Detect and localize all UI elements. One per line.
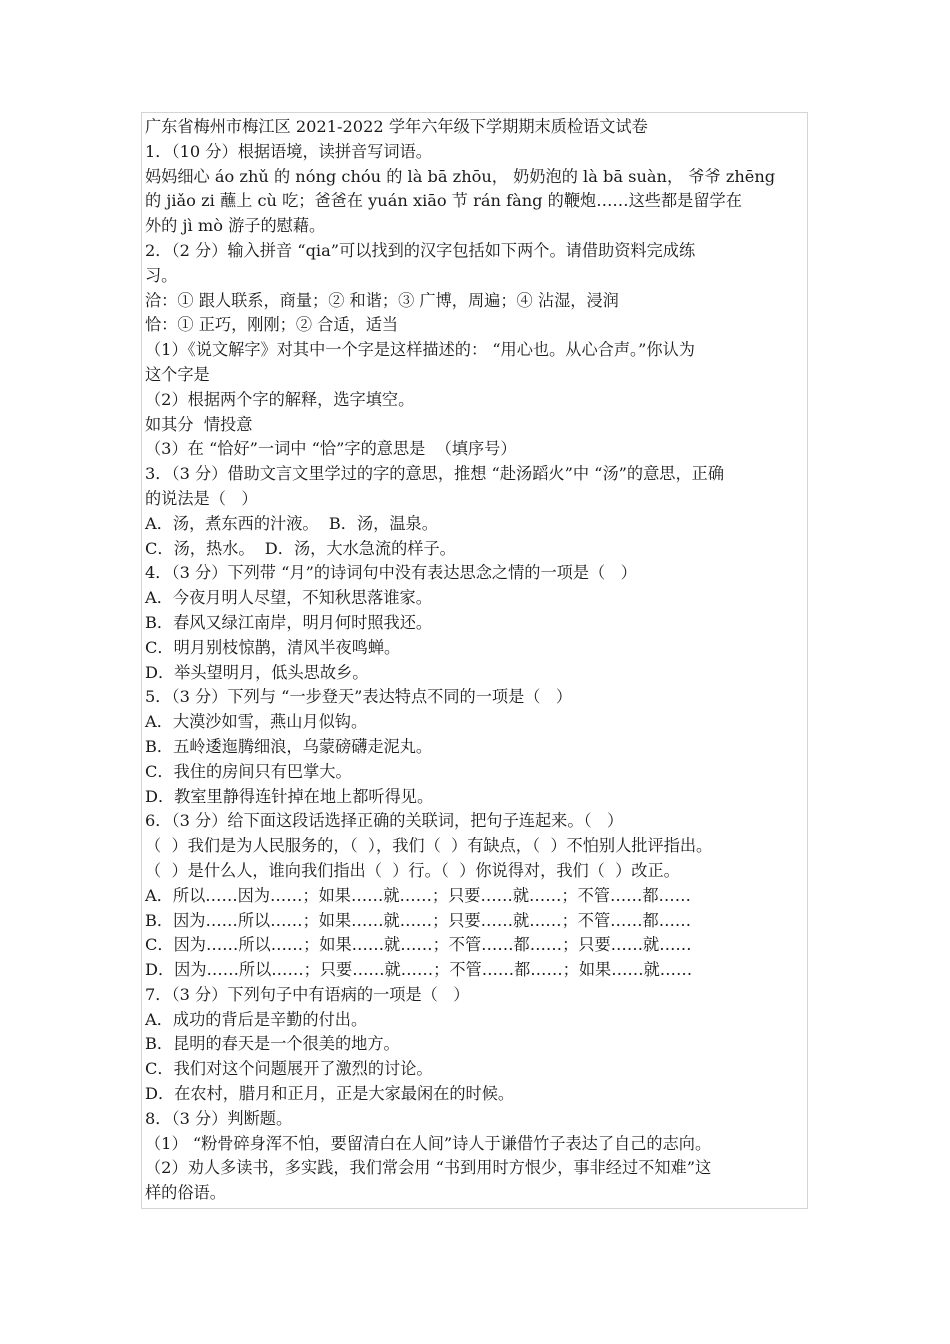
- text-line: （ ）是什么人，谁向我们指出（ ）行。（ ）你说得对，我们（ ）改正。: [145, 860, 680, 880]
- text-line: D．教室里静得连针掉在地上都听得见。: [145, 786, 434, 806]
- text-line: 习。: [145, 265, 178, 285]
- text-line: 样的俗语。: [145, 1183, 226, 1203]
- document-title: 广东省梅州市梅江区 2021-2022 学年六年级下学期期末质检语文试卷: [145, 117, 648, 136]
- text-line: 外的 jì mò 游子的慰藉。: [145, 216, 326, 236]
- text-line: A．所以……因为……；如果……就……；只要……就……；不管……都……: [145, 885, 691, 905]
- text-line: C．明月别枝惊鹊，清风半夜鸣蝉。: [145, 637, 401, 657]
- text-line: C．因为……所以……；如果……就……；不管……都……；只要……就……: [145, 935, 692, 955]
- text-line: C．汤，热水。 D．汤，大水急流的样子。: [145, 538, 456, 558]
- text-line: （1）《说文解字》对其中一个字是这样描述的： “用心也。从心合声。”你认为: [145, 340, 695, 360]
- document-page: [141, 112, 808, 1209]
- text-line: B．因为……所以……；如果……就……；只要……就……；不管……都……: [145, 910, 692, 930]
- text-line: B．春风又绿江南岸，明月何时照我还。: [145, 612, 433, 632]
- text-line: D．举头望明月，低头思故乡。: [145, 662, 369, 682]
- text-line: 的说法是（ ）: [145, 488, 258, 508]
- text-line: （3）在 “恰好”一词中 “恰”字的意思是 （填序号）: [145, 439, 517, 459]
- text-line: （2）劝人多读书，多实践，我们常会用 “书到用时方恨少，事非经过不知难”这: [145, 1158, 712, 1178]
- text-line: （1） “粉骨碎身浑不怕，要留清白在人间”诗人于谦借竹子表达了自己的志向。: [145, 1133, 712, 1153]
- document-body: [145, 140, 805, 1206]
- text-line: 8．（3 分）判断题。: [145, 1108, 293, 1128]
- text-line: A．今夜月明人尽望，不知秋思落谁家。: [145, 588, 432, 608]
- text-line: 的 jiǎo zi 蘸上 cù 吃；爸爸在 yuán xiāo 节 rán fàng 的鞭炮……这些都是留学在: [145, 191, 742, 211]
- text-line: 3．（3 分）借助文言文里学过的字的意思，推想 “赴汤蹈火”中 “汤”的意思，正确: [145, 464, 725, 484]
- text-line: 恰：① 正巧，刚刚；② 合适，适当: [145, 315, 399, 335]
- text-line: 洽：① 跟人联系，商量；② 和谐；③ 广博，周遍；④ 沾湿，浸润: [145, 290, 619, 310]
- text-line: B．五岭逶迤腾细浪，乌蒙磅礴走泥丸。: [145, 736, 433, 756]
- text-line: C．我住的房间只有巴掌大。: [145, 761, 352, 781]
- text-line: 4．（3 分）下列带 “月”的诗词句中没有表达思念之情的一项是（ ）: [145, 563, 637, 583]
- text-line: 2．（2 分）输入拼音 “qia”可以找到的汉字包括如下两个。请借助资料完成练: [145, 240, 696, 260]
- text-line: （2）根据两个字的解释，选字填空。: [145, 389, 415, 409]
- text-line: A．成功的背后是辛勤的付出。: [145, 1009, 368, 1029]
- text-line: D．因为……所以……；只要……就……；不管……都……；如果……就……: [145, 960, 693, 980]
- text-line: 5．（3 分）下列与 “一步登天”表达特点不同的一项是（ ）: [145, 687, 573, 707]
- text-line: 1．（10 分）根据语境，读拼音写词语。: [145, 141, 432, 161]
- text-line: 7．（3 分）下列句子中有语病的一项是（ ）: [145, 984, 470, 1004]
- text-line: 如其分 情投意: [145, 414, 253, 434]
- text-line: A．汤，煮东西的汁液。 B．汤，温泉。: [145, 513, 438, 533]
- text-line: B．昆明的春天是一个很美的地方。: [145, 1034, 400, 1054]
- text-line: 妈妈细心 áo zhǔ 的 nóng chóu 的 là bā zhōu， 奶奶泡的 là bā suàn， 爷爷 zhēng: [145, 166, 776, 186]
- text-line: （ ）我们是为人民服务的，（ ），我们（ ）有缺点，（ ）不怕别人批评指出。: [145, 836, 713, 856]
- text-line: 6．（3 分）给下面这段话选择正确的关联词，把句子连起来。（ ）: [145, 811, 624, 831]
- text-line: A．大漠沙如雪，燕山月似钩。: [145, 712, 368, 732]
- text-line: 这个字是: [145, 364, 210, 384]
- text-line: C．我们对这个问题展开了激烈的讨论。: [145, 1059, 433, 1079]
- text-line: D．在农村，腊月和正月，正是大家最闲在的时候。: [145, 1084, 515, 1104]
